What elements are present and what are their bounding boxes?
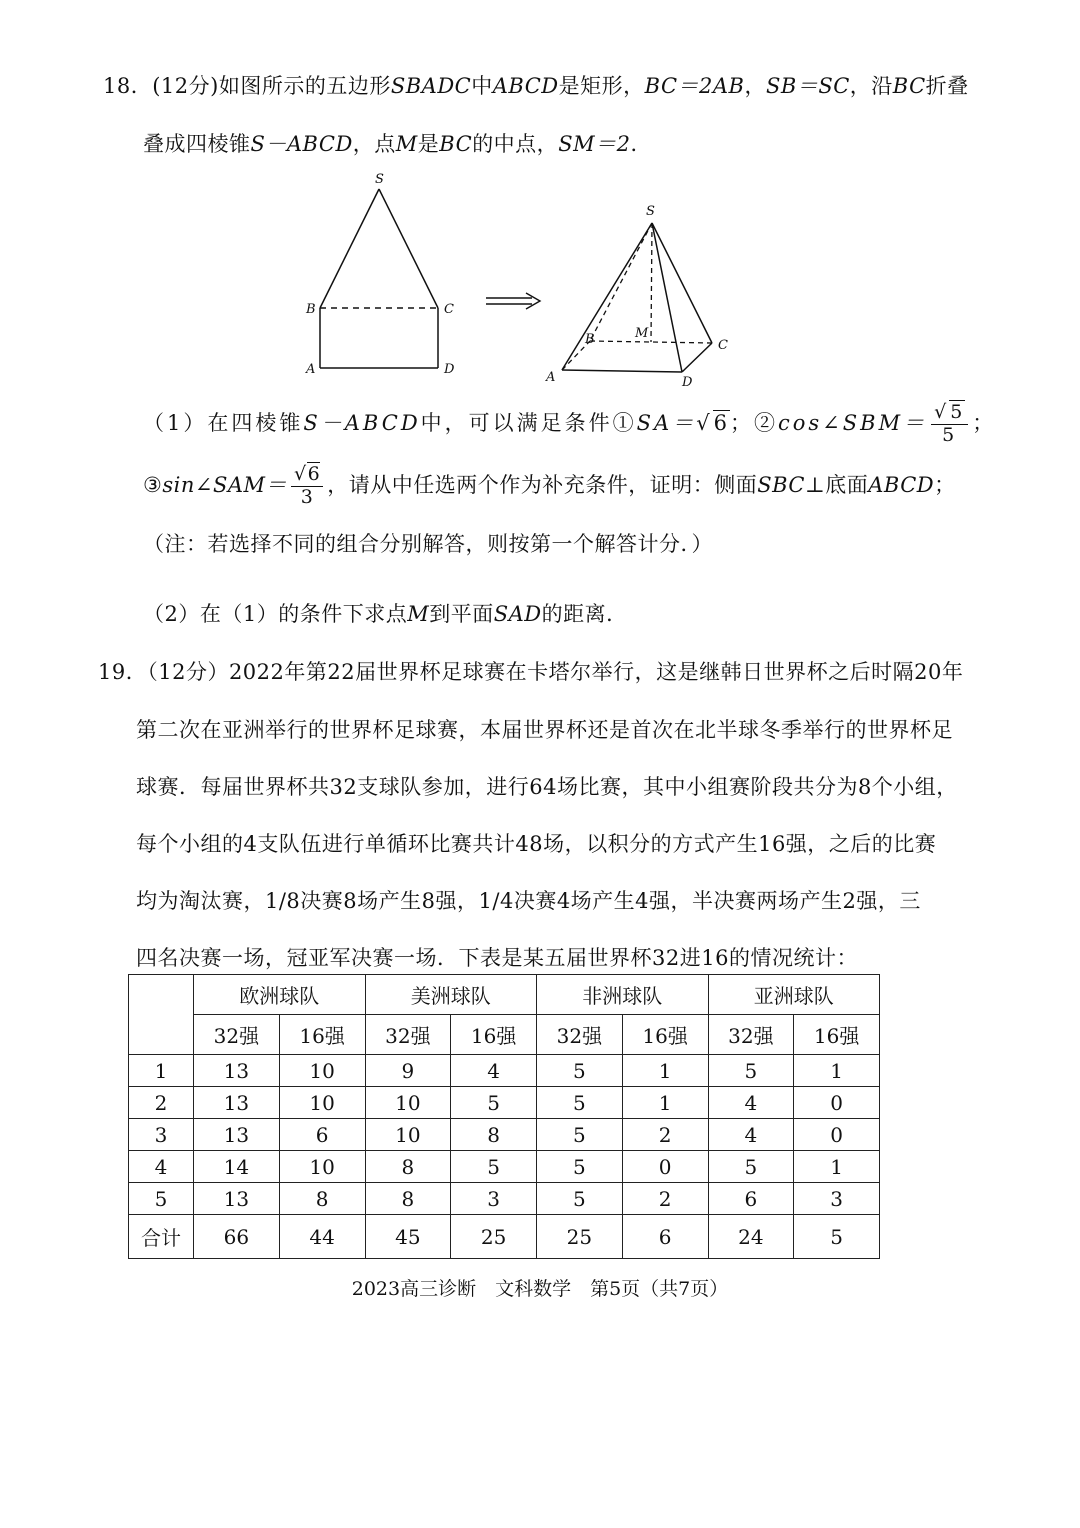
edge-SD: [652, 223, 682, 372]
page-footer: 2023高三诊断 文科数学 第5页（共7页）: [351, 1278, 729, 1300]
q18-number: 18．: [103, 74, 153, 98]
table-cell: 8: [365, 1183, 451, 1215]
table-cell: 4: [708, 1087, 794, 1119]
table-cell: 5: [708, 1151, 794, 1183]
q18-text: 到平面: [429, 602, 494, 626]
label-C: C: [718, 338, 728, 353]
math-term: BC: [439, 132, 473, 156]
math-term: M: [407, 602, 430, 626]
pentagon-pyramid-figure: [290, 165, 760, 395]
table-cell: 24: [708, 1215, 794, 1259]
table-cell: 44: [279, 1215, 365, 1259]
label-D: D: [444, 362, 455, 377]
q18-part2: [143, 598, 628, 628]
pyramid-figure: [545, 204, 728, 390]
math-term: BC: [892, 74, 926, 98]
q18-text: ；②: [729, 410, 778, 435]
q18-part1-line-1: [143, 402, 996, 447]
table-cell: 25: [537, 1215, 623, 1259]
table-cell: 13: [194, 1119, 280, 1151]
math-term: ABCD: [868, 472, 935, 497]
sqrt-value: 6: [713, 410, 730, 435]
table-cell: 25: [451, 1215, 537, 1259]
q18-text: ③: [143, 472, 163, 497]
q19-line-3: 球赛．每届世界杯共32支球队参加，进行64场比赛，其中小组赛阶段共分为8个小组，: [136, 775, 958, 799]
table-row: [129, 1055, 880, 1087]
math-term: S－ABCD: [250, 132, 353, 156]
label-D: D: [682, 375, 693, 390]
sub-header: 32强: [194, 1015, 280, 1055]
q18-text: 折叠: [925, 74, 969, 98]
row-label-cell: 4: [129, 1151, 194, 1183]
q18-text: 中，可以满足条件①: [420, 410, 637, 435]
edge-SB3d: [590, 223, 652, 341]
math-term: SB＝SC: [766, 74, 850, 98]
table-cell: 5: [708, 1055, 794, 1087]
table-cell: 5: [537, 1151, 623, 1183]
table-cell: 5: [451, 1151, 537, 1183]
fraction-denominator: 5: [942, 423, 958, 446]
table-cell: 10: [365, 1119, 451, 1151]
table-cell: 8: [279, 1183, 365, 1215]
sub-header: 16强: [279, 1015, 365, 1055]
math-term: BC＝2AB: [644, 74, 745, 98]
table-cell: 6: [279, 1119, 365, 1151]
q18-note: （注：若选择不同的组合分别解答，则按第一个解答计分．）: [143, 532, 713, 556]
edge-SB: [320, 189, 379, 308]
table-cell: 13: [194, 1087, 280, 1119]
table-cell: 1: [622, 1055, 708, 1087]
q18-text: ，请从中任选两个作为补充条件，证明：侧面: [327, 472, 758, 497]
table-row: [129, 1119, 880, 1151]
table-cell: 0: [794, 1119, 880, 1151]
q18-text: ，: [744, 74, 766, 98]
q18-text: ，点: [352, 132, 396, 156]
table-row: [129, 1183, 880, 1215]
edge-SC: [379, 189, 438, 308]
worldcup-stats-table: [128, 974, 880, 1259]
table-cell: 5: [537, 1087, 623, 1119]
row-label-cell: 5: [129, 1183, 194, 1215]
q18-text: 的距离．: [541, 602, 628, 626]
table-header-row: [129, 975, 880, 1015]
label-A: A: [306, 362, 316, 377]
table-cell: 9: [365, 1055, 451, 1087]
table-corner-cell: [129, 975, 194, 1055]
table-cell: 2: [622, 1183, 708, 1215]
sub-header: 32强: [708, 1015, 794, 1055]
table-cell: 5: [537, 1119, 623, 1151]
q18-text: ．: [630, 132, 652, 156]
table-cell: 2: [622, 1119, 708, 1151]
table-cell: 5: [537, 1055, 623, 1087]
sub-header: 32强: [537, 1015, 623, 1055]
math-term: M: [395, 132, 418, 156]
fraction: [291, 464, 323, 509]
label-S: S: [375, 172, 384, 187]
table-row: [129, 1087, 880, 1119]
table-row: [129, 1151, 880, 1183]
table-cell: 66: [194, 1215, 280, 1259]
table-cell: 13: [194, 1183, 280, 1215]
q18-text: （2）在（1）的条件下求点: [143, 602, 408, 626]
math-term: SA＝: [636, 410, 697, 435]
table-cell: 1: [794, 1151, 880, 1183]
table-cell: 0: [794, 1087, 880, 1119]
table-cell: 10: [279, 1151, 365, 1183]
fraction-denominator: 3: [300, 485, 314, 508]
sqrt-value: 6: [307, 463, 321, 485]
group-header: 欧洲球队: [194, 975, 366, 1015]
table-cell: 5: [537, 1183, 623, 1215]
q18-text: 的中点，: [472, 132, 559, 156]
table-cell: 8: [365, 1151, 451, 1183]
table-cell: 14: [194, 1151, 280, 1183]
arrow-icon: [486, 293, 540, 309]
q19-line-5: 均为淘汰赛，1/8决赛8场产生8强，1/4决赛4场产生4强，半决赛两场产生2强，三: [136, 889, 921, 913]
row-label-cell: 合计: [129, 1215, 194, 1259]
label-A: A: [546, 370, 556, 385]
q18-text: ；: [934, 472, 956, 497]
math-term: SBC: [757, 472, 805, 497]
label-B: B: [306, 302, 316, 317]
pentagon-figure: [305, 172, 455, 377]
label-M: M: [635, 326, 649, 341]
table-subheader-row: [129, 1015, 880, 1055]
table-cell: 8: [451, 1119, 537, 1151]
sub-header: 32强: [365, 1015, 451, 1055]
q18-text: （1）在四棱锥: [143, 410, 304, 435]
math-term: cos∠SBM＝: [777, 410, 928, 435]
edge-DC3d: [682, 343, 712, 372]
table-cell: 0: [622, 1151, 708, 1183]
q18-score: (12分): [152, 74, 219, 98]
fraction-numerator: √5: [931, 402, 968, 425]
table-cell: 45: [365, 1215, 451, 1259]
table-total-row: [129, 1215, 880, 1259]
row-label-cell: 1: [129, 1055, 194, 1087]
fraction-numerator: √6: [291, 464, 323, 487]
table-cell: 4: [708, 1119, 794, 1151]
q19-line-2: 第二次在亚洲举行的世界杯足球赛，本届世界杯还是首次在北半球冬季举行的世界杯足: [136, 718, 953, 742]
group-header: 美洲球队: [365, 975, 537, 1015]
q19-line-1: 19．（12分）2022年第22届世界杯足球赛在卡塔尔举行，这是继韩日世界杯之后时隔20年: [98, 660, 964, 684]
label-C: C: [444, 302, 454, 317]
row-label-cell: 2: [129, 1087, 194, 1119]
table-body: [129, 1055, 880, 1259]
row-label-cell: 3: [129, 1119, 194, 1151]
math-term: SAD: [493, 602, 542, 626]
table-cell: 13: [194, 1055, 280, 1087]
table-cell: 1: [622, 1087, 708, 1119]
sub-header: 16强: [451, 1015, 537, 1055]
label-S: S: [646, 204, 655, 219]
label-B: B: [585, 332, 595, 347]
sqrt-value: 5: [950, 401, 966, 423]
q18-text: 如图所示的五边形: [218, 74, 391, 98]
q19-line-6: 四名决赛一场，冠亚军决赛一场．下表是某五届世界杯32进16的情况统计：: [136, 946, 858, 970]
q19-line-4: 每个小组的4支队伍进行单循环比赛共计48场，以积分的方式产生16强，之后的比赛: [136, 832, 937, 856]
table-cell: 6: [708, 1183, 794, 1215]
table-cell: 10: [279, 1055, 365, 1087]
sqrt-symbol: √: [696, 410, 713, 435]
table-cell: 4: [451, 1055, 537, 1087]
q18-text: ，沿: [849, 74, 893, 98]
segment-SM: [651, 223, 652, 342]
q18-text: 是矩形，: [558, 74, 645, 98]
q18-text: ⊥底面: [804, 472, 869, 497]
math-term: sin∠SAM＝: [162, 472, 287, 497]
group-header: 非洲球队: [537, 975, 709, 1015]
math-term: SM＝2: [558, 132, 631, 156]
math-term: SBADC: [390, 74, 472, 98]
table-cell: 5: [794, 1215, 880, 1259]
q18-text: ；: [972, 410, 997, 435]
q18-line-1: [103, 70, 969, 100]
q18-line-2: [143, 128, 652, 158]
math-term: ABCD: [492, 74, 559, 98]
edge-AD3d: [562, 370, 682, 372]
sub-header: 16强: [794, 1015, 880, 1055]
q18-text: 是: [417, 132, 440, 156]
table-cell: 10: [279, 1087, 365, 1119]
table-cell: 3: [451, 1183, 537, 1215]
group-header: 亚洲球队: [708, 975, 880, 1015]
edge-SA: [562, 223, 652, 370]
fraction: [931, 402, 968, 447]
table-cell: 5: [451, 1087, 537, 1119]
edge-SC3d: [652, 223, 712, 343]
table-cell: 3: [794, 1183, 880, 1215]
q18-text: 中: [471, 74, 493, 98]
table-cell: 1: [794, 1055, 880, 1087]
q18-part1-line-2: [143, 464, 956, 509]
table-cell: 10: [365, 1087, 451, 1119]
math-term: S－ABCD: [303, 410, 421, 435]
table-cell: 6: [622, 1215, 708, 1259]
q18-text: 叠成四棱锥: [143, 132, 251, 156]
sub-header: 16强: [622, 1015, 708, 1055]
